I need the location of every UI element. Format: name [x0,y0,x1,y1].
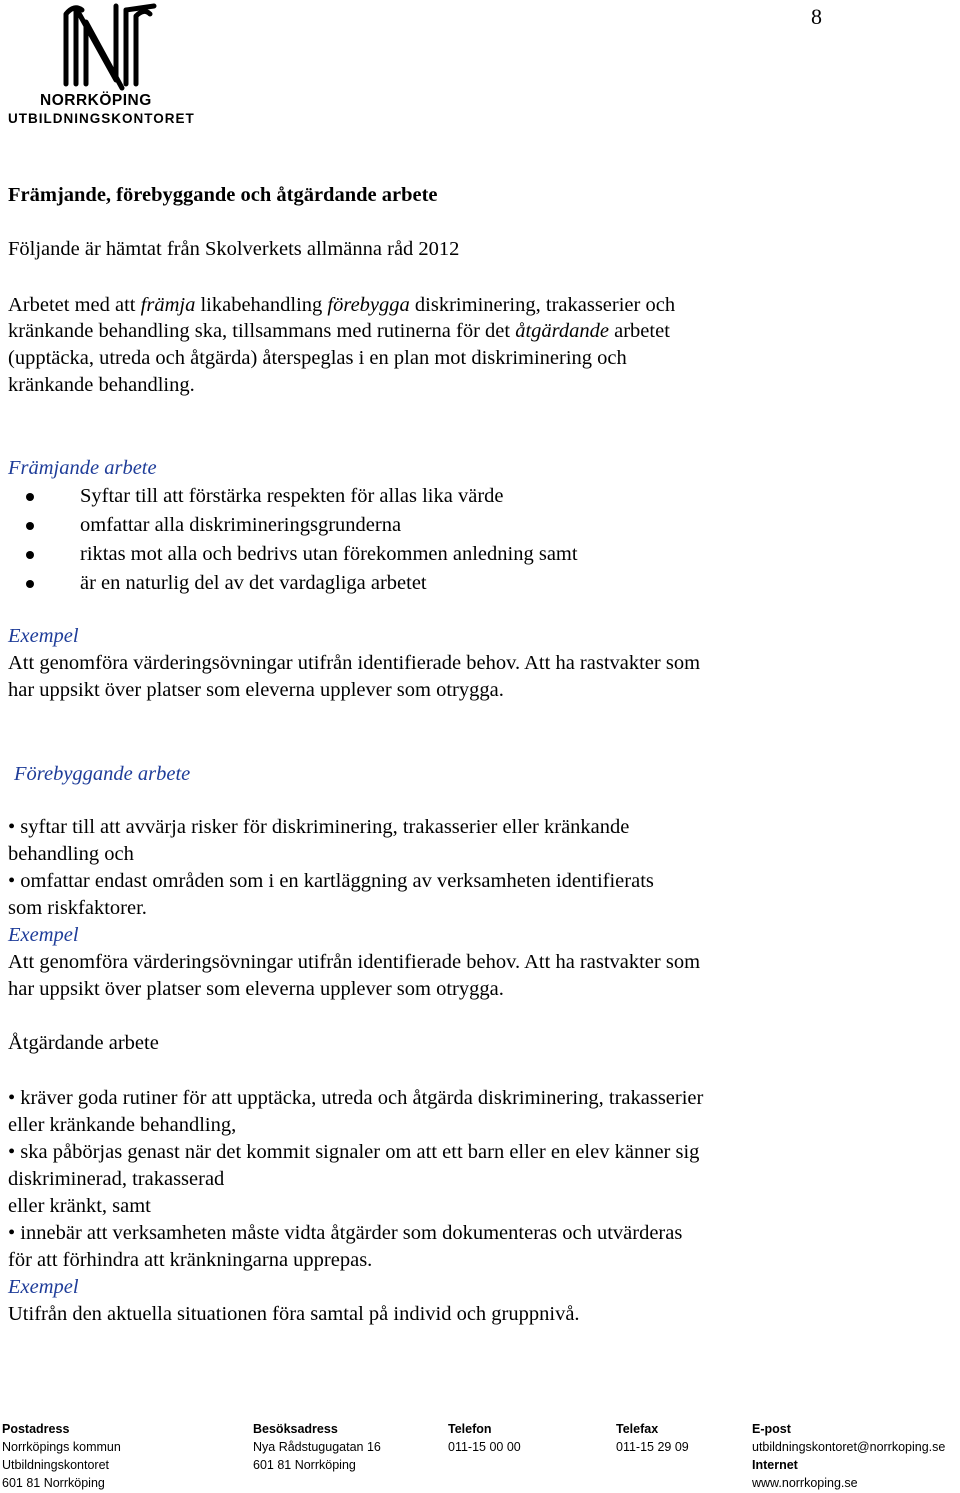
example-text-line: har uppsikt över platser som eleverna upplever som otrygga. [8,679,504,701]
forebyggande-line: behandling och [8,843,134,865]
section-title-atgardande: Åtgärdande arbete [8,1032,159,1054]
intro-line-2: kränkande behandling ska, tillsammans med rutinerna för det åtgärdande arbetet [8,320,670,342]
intro-line-1: Arbetet med att främja likabehandling förebygga diskriminering, trakasserier och [8,294,676,316]
example-label: Exempel [8,625,79,647]
norrkoping-logo [4,0,194,132]
em-forebygga: förebygga [327,294,410,316]
footer-besoksadress: Besöksadress Nya Rådstugugatan 16 601 81 Norrköping [253,1422,381,1472]
example-label: Exempel [8,1276,79,1298]
example-text-line: Att genomföra värderingsövningar utifrån identifierade behov. Att ha rastvakter som [8,951,701,973]
section-title-forebyggande: Förebyggande arbete [14,763,191,785]
example-text-line: har uppsikt över platser som eleverna upplever som otrygga. [8,978,504,1000]
example-label: Exempel [8,924,79,946]
atgardande-line: diskriminerad, trakasserad [8,1168,225,1190]
list-item: Syftar till att förstärka respekten för allas lika värde [8,483,578,512]
em-framja: främja [140,294,196,316]
forebyggande-line: som riskfaktorer. [8,897,147,919]
atgardande-line: eller kränkande behandling, [8,1114,237,1136]
logo-text-office: UTBILDNINGSKONTORET [8,111,195,126]
intro-line-3: (upptäcka, utreda och åtgärda) återspeglas i en plan mot diskriminering och [8,347,627,369]
atgardande-line: • kräver goda rutiner för att upptäcka, utreda och åtgärda diskriminering, trakasserier [8,1087,704,1109]
framjande-bullet-list [8,483,578,599]
section-title-framjande: Främjande arbete [8,457,157,479]
atgardande-line: • ska påbörjas genast när det kommit signaler om att ett barn eller en elev känner sig [8,1141,700,1163]
forebyggande-line: • omfattar endast områden som i en kartläggning av verksamheten identifierats [8,870,654,892]
footer-telefon: Telefon 011-15 00 00 [448,1422,521,1454]
main-heading: Främjande, förebyggande och åtgärdande arbete [8,184,438,206]
bullet-dot-icon [26,522,34,530]
source-line: Följande är hämtat från Skolverkets allmänna råd 2012 [8,238,460,260]
em-atgardande: åtgärdande [515,320,609,342]
page-footer [0,1420,960,1493]
example-text-line: Utifrån den aktuella situationen föra samtal på individ och gruppnivå. [8,1303,580,1325]
footer-postadress: Postadress Norrköpings kommun Utbildningskontoret 601 81 Norrköping [2,1422,121,1490]
footer-website-link[interactable]: www.norrkoping.se [752,1476,858,1490]
forebyggande-line: • syftar till att avvärja risker för diskriminering, trakasserier eller kränkande [8,816,630,838]
example-text-line: Att genomföra värderingsövningar utifrån identifierade behov. Att ha rastvakter som [8,652,701,674]
atgardande-line: för att förhindra att kränkningarna upprepas. [8,1249,373,1271]
bullet-dot-icon [26,551,34,559]
bullet-dot-icon [26,580,34,588]
intro-line-4: kränkande behandling. [8,374,195,396]
footer-contact: E-post utbildningskontoret@norrkoping.se Internet www.norrkoping.se [752,1422,946,1490]
atgardande-line: eller kränkt, samt [8,1195,151,1217]
footer-email-link[interactable]: utbildningskontoret@norrkoping.se [752,1440,946,1454]
list-item: omfattar alla diskrimineringsgrunderna [8,512,578,541]
atgardande-line: • innebär att verksamheten måste vidta åtgärder som dokumenteras och utvärderas [8,1222,683,1244]
footer-telefax: Telefax 011-15 29 09 [616,1422,689,1454]
bullet-dot-icon [26,493,34,501]
logo-text-city: NORRKÖPING [40,92,152,109]
page-number: 8 [811,4,822,29]
logo-mark-icon [4,0,194,92]
list-item: är en naturlig del av det vardagliga arbetet [8,570,578,599]
list-item: riktas mot alla och bedrivs utan förekommen anledning samt [8,541,578,570]
